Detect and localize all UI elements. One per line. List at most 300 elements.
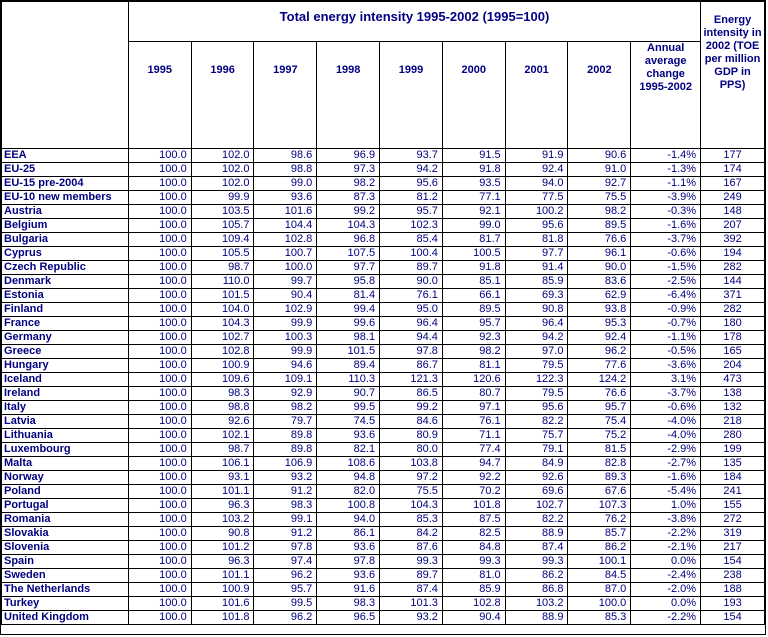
value-cell-1998: 97.3 — [317, 163, 380, 177]
value-cell-2002: 92.7 — [568, 177, 631, 191]
row-label: United Kingdom — [2, 611, 129, 625]
table-row — [2, 331, 765, 345]
value-cell-2001: 103.2 — [505, 597, 568, 611]
value-cell-2000: 89.5 — [442, 303, 505, 317]
value-cell-2002: 96.1 — [568, 247, 631, 261]
value-cell-1996: 100.9 — [191, 359, 254, 373]
change-cell: -0.3% — [631, 205, 701, 219]
value-cell-2001: 95.6 — [505, 401, 568, 415]
table-row — [2, 485, 765, 499]
value-cell-2002: 92.4 — [568, 331, 631, 345]
intensity-cell: 473 — [701, 373, 765, 387]
value-cell-1995: 100.0 — [128, 471, 191, 485]
change-cell: -3.9% — [631, 191, 701, 205]
change-cell: -1.3% — [631, 163, 701, 177]
value-cell-1998: 95.8 — [317, 275, 380, 289]
value-cell-1998: 91.6 — [317, 583, 380, 597]
value-cell-2001: 92.6 — [505, 471, 568, 485]
value-cell-2002: 90.6 — [568, 149, 631, 163]
change-cell: -1.1% — [631, 177, 701, 191]
intensity-cell: 392 — [701, 233, 765, 247]
table-row — [2, 401, 765, 415]
value-cell-1998: 97.8 — [317, 555, 380, 569]
row-label: Poland — [2, 485, 129, 499]
header-year-1999: 1999 — [380, 42, 443, 149]
value-cell-2000: 91.8 — [442, 261, 505, 275]
value-cell-1999: 97.2 — [380, 471, 443, 485]
value-cell-2001: 86.2 — [505, 569, 568, 583]
value-cell-1998: 82.1 — [317, 443, 380, 457]
value-cell-2000: 97.1 — [442, 401, 505, 415]
value-cell-1997: 98.3 — [254, 499, 317, 513]
change-cell: -0.5% — [631, 345, 701, 359]
value-cell-1995: 100.0 — [128, 317, 191, 331]
intensity-cell: 144 — [701, 275, 765, 289]
value-cell-2002: 87.0 — [568, 583, 631, 597]
intensity-cell: 282 — [701, 303, 765, 317]
value-cell-2001: 84.9 — [505, 457, 568, 471]
value-cell-1999: 93.7 — [380, 149, 443, 163]
value-cell-1996: 106.1 — [191, 457, 254, 471]
value-cell-1996: 93.1 — [191, 471, 254, 485]
value-cell-2001: 85.9 — [505, 275, 568, 289]
row-label: Slovakia — [2, 527, 129, 541]
value-cell-1996: 104.3 — [191, 317, 254, 331]
value-cell-2002: 82.8 — [568, 457, 631, 471]
value-cell-2002: 89.5 — [568, 219, 631, 233]
intensity-cell: 184 — [701, 471, 765, 485]
value-cell-2001: 69.3 — [505, 289, 568, 303]
value-cell-1996: 103.5 — [191, 205, 254, 219]
change-cell: -5.4% — [631, 485, 701, 499]
value-cell-2001: 102.7 — [505, 499, 568, 513]
value-cell-2001: 79.5 — [505, 387, 568, 401]
table-row — [2, 541, 765, 555]
value-cell-1997: 91.2 — [254, 485, 317, 499]
value-cell-1999: 93.2 — [380, 611, 443, 625]
row-label: Iceland — [2, 373, 129, 387]
value-cell-2002: 93.8 — [568, 303, 631, 317]
header-year-1996: 1996 — [191, 42, 254, 149]
value-cell-2000: 82.5 — [442, 527, 505, 541]
value-cell-1997: 89.8 — [254, 429, 317, 443]
change-cell: 0.0% — [631, 597, 701, 611]
change-cell: -2.0% — [631, 583, 701, 597]
value-cell-1997: 99.0 — [254, 177, 317, 191]
row-label: Italy — [2, 401, 129, 415]
table-row — [2, 275, 765, 289]
table-row — [2, 499, 765, 513]
value-cell-1998: 96.8 — [317, 233, 380, 247]
value-cell-1996: 96.3 — [191, 499, 254, 513]
change-cell: -3.8% — [631, 513, 701, 527]
value-cell-1995: 100.0 — [128, 583, 191, 597]
change-cell: -0.9% — [631, 303, 701, 317]
value-cell-1995: 100.0 — [128, 513, 191, 527]
intensity-cell: 241 — [701, 485, 765, 499]
value-cell-1996: 101.1 — [191, 485, 254, 499]
value-cell-2002: 124.2 — [568, 373, 631, 387]
value-cell-2002: 100.0 — [568, 597, 631, 611]
value-cell-2002: 90.0 — [568, 261, 631, 275]
change-cell: -2.2% — [631, 527, 701, 541]
value-cell-1995: 100.0 — [128, 373, 191, 387]
value-cell-1999: 86.7 — [380, 359, 443, 373]
value-cell-2001: 88.9 — [505, 527, 568, 541]
value-cell-1998: 90.7 — [317, 387, 380, 401]
value-cell-1998: 87.3 — [317, 191, 380, 205]
intensity-cell: 135 — [701, 457, 765, 471]
value-cell-1995: 100.0 — [128, 499, 191, 513]
title-row — [2, 2, 765, 42]
value-cell-1996: 102.0 — [191, 177, 254, 191]
change-cell: -6.4% — [631, 289, 701, 303]
table-row — [2, 457, 765, 471]
value-cell-1995: 100.0 — [128, 597, 191, 611]
value-cell-2000: 81.0 — [442, 569, 505, 583]
table-row — [2, 247, 765, 261]
value-cell-2002: 67.6 — [568, 485, 631, 499]
value-cell-1999: 95.7 — [380, 205, 443, 219]
value-cell-1997: 93.2 — [254, 471, 317, 485]
value-cell-2000: 85.1 — [442, 275, 505, 289]
value-cell-1995: 100.0 — [128, 331, 191, 345]
value-cell-1999: 97.8 — [380, 345, 443, 359]
change-cell: -4.0% — [631, 415, 701, 429]
header-row — [2, 42, 765, 102]
value-cell-1998: 86.1 — [317, 527, 380, 541]
value-cell-1998: 104.3 — [317, 219, 380, 233]
energy-intensity-table — [1, 1, 765, 625]
value-cell-2000: 92.2 — [442, 471, 505, 485]
value-cell-1998: 81.4 — [317, 289, 380, 303]
intensity-cell: 148 — [701, 205, 765, 219]
change-cell: -1.5% — [631, 261, 701, 275]
value-cell-1998: 98.2 — [317, 177, 380, 191]
header-year-2002: 2002 — [568, 42, 631, 149]
table-row — [2, 345, 765, 359]
value-cell-1996: 98.7 — [191, 261, 254, 275]
value-cell-1998: 101.5 — [317, 345, 380, 359]
value-cell-1997: 98.6 — [254, 149, 317, 163]
value-cell-2002: 95.3 — [568, 317, 631, 331]
value-cell-1997: 97.4 — [254, 555, 317, 569]
value-cell-1995: 100.0 — [128, 247, 191, 261]
value-cell-1997: 89.8 — [254, 443, 317, 457]
value-cell-1996: 109.4 — [191, 233, 254, 247]
value-cell-2000: 76.1 — [442, 415, 505, 429]
value-cell-1997: 97.8 — [254, 541, 317, 555]
intensity-cell: 217 — [701, 541, 765, 555]
value-cell-1996: 101.5 — [191, 289, 254, 303]
intensity-cell: 238 — [701, 569, 765, 583]
value-cell-2002: 85.7 — [568, 527, 631, 541]
value-cell-2000: 91.8 — [442, 163, 505, 177]
value-cell-1996: 101.2 — [191, 541, 254, 555]
row-label: Sweden — [2, 569, 129, 583]
value-cell-1997: 101.6 — [254, 205, 317, 219]
value-cell-2001: 86.8 — [505, 583, 568, 597]
value-cell-1995: 100.0 — [128, 555, 191, 569]
value-cell-1997: 95.7 — [254, 583, 317, 597]
change-cell: -1.6% — [631, 471, 701, 485]
value-cell-1998: 99.5 — [317, 401, 380, 415]
row-label: Turkey — [2, 597, 129, 611]
value-cell-1999: 90.0 — [380, 275, 443, 289]
value-cell-1999: 84.2 — [380, 527, 443, 541]
intensity-cell: 371 — [701, 289, 765, 303]
table-row — [2, 597, 765, 611]
row-label: Austria — [2, 205, 129, 219]
value-cell-1996: 105.5 — [191, 247, 254, 261]
value-cell-1995: 100.0 — [128, 345, 191, 359]
table-row — [2, 513, 765, 527]
value-cell-2000: 102.8 — [442, 597, 505, 611]
value-cell-1996: 102.1 — [191, 429, 254, 443]
value-cell-1998: 96.9 — [317, 149, 380, 163]
change-cell: -0.6% — [631, 247, 701, 261]
value-cell-1998: 94.8 — [317, 471, 380, 485]
value-cell-2001: 90.8 — [505, 303, 568, 317]
table-row — [2, 317, 765, 331]
value-cell-2000: 95.7 — [442, 317, 505, 331]
intensity-cell: 249 — [701, 191, 765, 205]
value-cell-1998: 98.3 — [317, 597, 380, 611]
value-cell-1996: 101.8 — [191, 611, 254, 625]
value-cell-1998: 98.1 — [317, 331, 380, 345]
table-row — [2, 471, 765, 485]
value-cell-2001: 94.2 — [505, 331, 568, 345]
table-row — [2, 191, 765, 205]
value-cell-1999: 75.5 — [380, 485, 443, 499]
value-cell-1997: 100.7 — [254, 247, 317, 261]
row-label: Luxembourg — [2, 443, 129, 457]
value-cell-2001: 100.2 — [505, 205, 568, 219]
value-cell-2002: 95.7 — [568, 401, 631, 415]
intensity-cell: 138 — [701, 387, 765, 401]
value-cell-1997: 100.3 — [254, 331, 317, 345]
value-cell-1997: 96.2 — [254, 611, 317, 625]
value-cell-2002: 84.5 — [568, 569, 631, 583]
value-cell-2001: 77.5 — [505, 191, 568, 205]
value-cell-1999: 103.8 — [380, 457, 443, 471]
value-cell-1995: 100.0 — [128, 429, 191, 443]
value-cell-1999: 94.4 — [380, 331, 443, 345]
value-cell-2001: 82.2 — [505, 415, 568, 429]
row-label: Slovenia — [2, 541, 129, 555]
row-label: Belgium — [2, 219, 129, 233]
value-cell-1997: 96.2 — [254, 569, 317, 583]
row-label: EU-10 new members — [2, 191, 129, 205]
value-cell-2002: 89.3 — [568, 471, 631, 485]
row-label: Latvia — [2, 415, 129, 429]
value-cell-1999: 85.3 — [380, 513, 443, 527]
value-cell-1996: 102.8 — [191, 345, 254, 359]
value-cell-1998: 94.0 — [317, 513, 380, 527]
value-cell-1995: 100.0 — [128, 401, 191, 415]
row-label: Czech Republic — [2, 261, 129, 275]
change-cell: -2.1% — [631, 541, 701, 555]
value-cell-1996: 100.9 — [191, 583, 254, 597]
value-cell-1995: 100.0 — [128, 359, 191, 373]
value-cell-1997: 98.2 — [254, 401, 317, 415]
change-cell: -4.0% — [631, 429, 701, 443]
row-label: Finland — [2, 303, 129, 317]
value-cell-2000: 94.7 — [442, 457, 505, 471]
header-year-1998: 1998 — [317, 42, 380, 149]
change-cell: -2.7% — [631, 457, 701, 471]
value-cell-2002: 76.2 — [568, 513, 631, 527]
value-cell-2002: 86.2 — [568, 541, 631, 555]
value-cell-1999: 121.3 — [380, 373, 443, 387]
value-cell-1995: 100.0 — [128, 177, 191, 191]
value-cell-1995: 100.0 — [128, 275, 191, 289]
value-cell-1995: 100.0 — [128, 611, 191, 625]
value-cell-1999: 86.5 — [380, 387, 443, 401]
value-cell-2000: 87.5 — [442, 513, 505, 527]
value-cell-1999: 99.3 — [380, 555, 443, 569]
value-cell-1997: 99.5 — [254, 597, 317, 611]
value-cell-1999: 101.3 — [380, 597, 443, 611]
row-label: EU-25 — [2, 163, 129, 177]
value-cell-1996: 98.8 — [191, 401, 254, 415]
value-cell-2000: 120.6 — [442, 373, 505, 387]
intensity-cell: 280 — [701, 429, 765, 443]
value-cell-1999: 89.7 — [380, 261, 443, 275]
change-cell: -3.7% — [631, 387, 701, 401]
change-cell: -2.4% — [631, 569, 701, 583]
value-cell-1996: 102.7 — [191, 331, 254, 345]
value-cell-1999: 87.4 — [380, 583, 443, 597]
value-cell-1997: 79.7 — [254, 415, 317, 429]
value-cell-1999: 95.6 — [380, 177, 443, 191]
value-cell-1996: 103.2 — [191, 513, 254, 527]
value-cell-1996: 104.0 — [191, 303, 254, 317]
value-cell-2000: 99.3 — [442, 555, 505, 569]
row-label: EEA — [2, 149, 129, 163]
value-cell-1995: 100.0 — [128, 149, 191, 163]
value-cell-2001: 81.8 — [505, 233, 568, 247]
row-label: Hungary — [2, 359, 129, 373]
value-cell-1997: 99.7 — [254, 275, 317, 289]
value-cell-2000: 70.2 — [442, 485, 505, 499]
value-cell-2000: 77.1 — [442, 191, 505, 205]
value-cell-1997: 99.9 — [254, 345, 317, 359]
value-cell-1997: 102.8 — [254, 233, 317, 247]
value-cell-1998: 110.3 — [317, 373, 380, 387]
value-cell-1998: 89.4 — [317, 359, 380, 373]
change-cell: -1.4% — [631, 149, 701, 163]
change-cell: -2.5% — [631, 275, 701, 289]
value-cell-1997: 98.8 — [254, 163, 317, 177]
intensity-cell: 167 — [701, 177, 765, 191]
value-cell-1999: 81.2 — [380, 191, 443, 205]
value-cell-2001: 79.1 — [505, 443, 568, 457]
value-cell-1996: 90.8 — [191, 527, 254, 541]
table-row — [2, 303, 765, 317]
value-cell-2001: 88.9 — [505, 611, 568, 625]
value-cell-2002: 91.0 — [568, 163, 631, 177]
table-row — [2, 415, 765, 429]
value-cell-1995: 100.0 — [128, 261, 191, 275]
change-cell: 1.0% — [631, 499, 701, 513]
value-cell-1997: 102.9 — [254, 303, 317, 317]
value-cell-1995: 100.0 — [128, 569, 191, 583]
value-cell-2002: 107.3 — [568, 499, 631, 513]
value-cell-2000: 91.5 — [442, 149, 505, 163]
value-cell-1995: 100.0 — [128, 219, 191, 233]
value-cell-1998: 99.6 — [317, 317, 380, 331]
table-row — [2, 569, 765, 583]
change-cell: 0.0% — [631, 555, 701, 569]
value-cell-1998: 96.5 — [317, 611, 380, 625]
table-row — [2, 205, 765, 219]
table-row — [2, 443, 765, 457]
value-cell-1998: 74.5 — [317, 415, 380, 429]
row-label: The Netherlands — [2, 583, 129, 597]
intensity-cell: 155 — [701, 499, 765, 513]
value-cell-1999: 89.7 — [380, 569, 443, 583]
change-cell: -2.9% — [631, 443, 701, 457]
change-cell: -2.2% — [631, 611, 701, 625]
value-cell-1999: 85.4 — [380, 233, 443, 247]
value-cell-2002: 100.1 — [568, 555, 631, 569]
header-annual-change: Annual average change 1995-2002 — [631, 42, 701, 149]
row-label: Bulgaria — [2, 233, 129, 247]
table-row — [2, 149, 765, 163]
value-cell-1999: 102.3 — [380, 219, 443, 233]
intensity-cell: 154 — [701, 555, 765, 569]
value-cell-2002: 76.6 — [568, 233, 631, 247]
table-row — [2, 261, 765, 275]
row-label: Spain — [2, 555, 129, 569]
table-row — [2, 373, 765, 387]
value-cell-1996: 102.0 — [191, 149, 254, 163]
value-cell-1999: 104.3 — [380, 499, 443, 513]
value-cell-1998: 108.6 — [317, 457, 380, 471]
intensity-cell: 180 — [701, 317, 765, 331]
value-cell-2000: 66.1 — [442, 289, 505, 303]
value-cell-2001: 97.0 — [505, 345, 568, 359]
value-cell-1995: 100.0 — [128, 527, 191, 541]
table-row — [2, 387, 765, 401]
value-cell-2000: 84.8 — [442, 541, 505, 555]
value-cell-1995: 100.0 — [128, 233, 191, 247]
value-cell-1995: 100.0 — [128, 457, 191, 471]
table-row — [2, 611, 765, 625]
value-cell-1997: 91.2 — [254, 527, 317, 541]
change-cell: -3.6% — [631, 359, 701, 373]
row-label: France — [2, 317, 129, 331]
value-cell-1995: 100.0 — [128, 289, 191, 303]
intensity-cell: 218 — [701, 415, 765, 429]
value-cell-1995: 100.0 — [128, 163, 191, 177]
value-cell-2001: 99.3 — [505, 555, 568, 569]
row-label: EU-15 pre-2004 — [2, 177, 129, 191]
row-label: Norway — [2, 471, 129, 485]
value-cell-2001: 91.9 — [505, 149, 568, 163]
value-cell-2000: 81.1 — [442, 359, 505, 373]
table-row — [2, 289, 765, 303]
value-cell-2002: 81.5 — [568, 443, 631, 457]
value-cell-1996: 110.0 — [191, 275, 254, 289]
value-cell-2000: 81.7 — [442, 233, 505, 247]
value-cell-2000: 92.1 — [442, 205, 505, 219]
value-cell-1997: 93.6 — [254, 191, 317, 205]
value-cell-1998: 97.7 — [317, 261, 380, 275]
value-cell-1995: 100.0 — [128, 387, 191, 401]
value-cell-2000: 77.4 — [442, 443, 505, 457]
